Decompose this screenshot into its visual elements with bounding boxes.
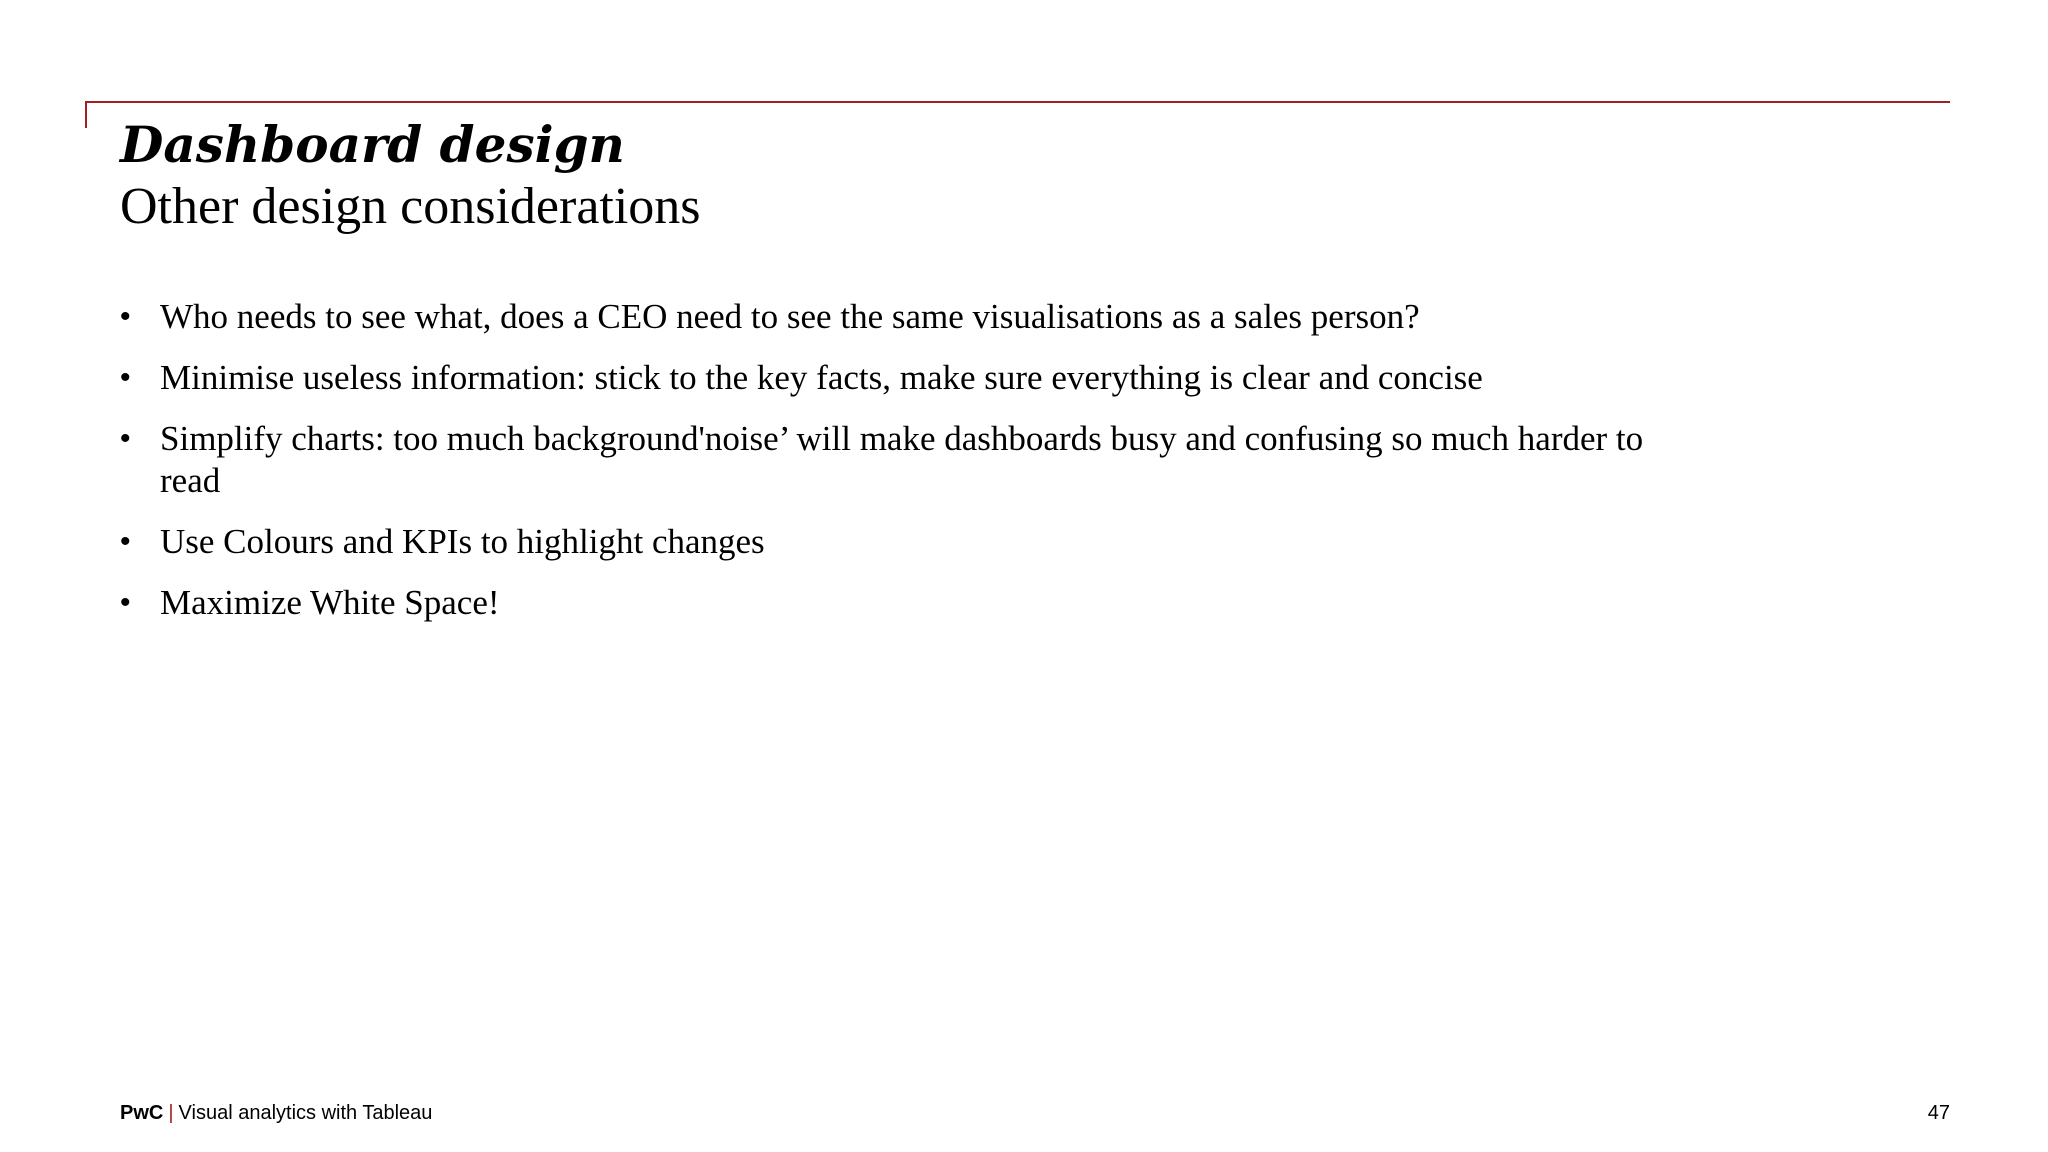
slide-subtitle: Other design considerations xyxy=(120,178,701,235)
list-item xyxy=(120,418,1670,502)
top-accent-rule xyxy=(85,101,1950,103)
left-accent-tick xyxy=(85,101,87,128)
footer xyxy=(120,1101,432,1125)
bullet-text: Use Colours and KPIs to highlight changes xyxy=(160,522,765,561)
bullet-marker: • xyxy=(120,300,131,333)
list-item xyxy=(120,296,1670,338)
bullet-text: Maximize White Space! xyxy=(160,583,500,622)
bullet-text: Who needs to see what, does a CEO need to see the same visualisations as a sales person? xyxy=(160,297,1420,336)
footer-brand: PwC xyxy=(120,1102,164,1124)
bullet-marker: • xyxy=(120,525,131,558)
footer-text: Visual analytics with Tableau xyxy=(178,1102,433,1124)
footer-separator: | xyxy=(168,1102,174,1124)
bullet-marker: • xyxy=(120,586,131,619)
bullet-marker: • xyxy=(120,422,131,455)
list-item xyxy=(120,582,1670,624)
bullet-text: Simplify charts: too much background'noise’ will make dashboards busy and confusing so much harder to read xyxy=(160,419,1644,500)
bullet-list xyxy=(120,296,1670,643)
bullet-marker: • xyxy=(120,361,131,394)
title-block xyxy=(120,114,701,238)
bullet-text: Minimise useless information: stick to the key facts, make sure everything is clear and concise xyxy=(160,358,1483,397)
slide-title: Dashboard design xyxy=(120,115,625,174)
list-item xyxy=(120,521,1670,563)
page-number: 47 xyxy=(1927,1102,1950,1124)
list-item xyxy=(120,357,1670,399)
